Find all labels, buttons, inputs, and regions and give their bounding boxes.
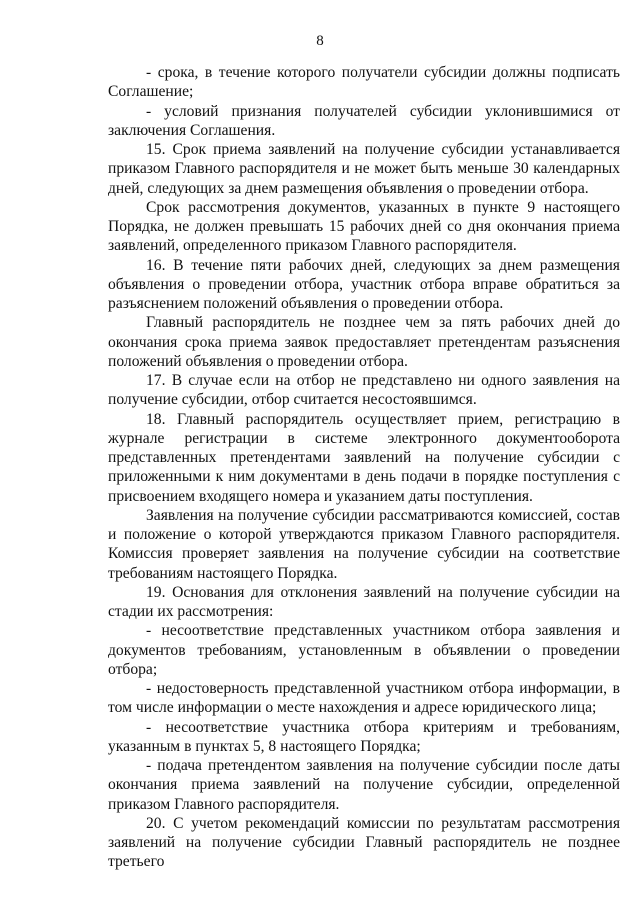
paragraph-18-registration: 18. Главный распорядитель осуществляет прием, регистрацию в журнале регистрации в системе электронного документооборота представленных претендентами заявлений на получение субсидии с приложенными к ним документами в день подачи в порядке поступления с присвоением входящего номера и указанием даты поступления. — [108, 410, 620, 505]
document-body — [108, 63, 620, 872]
paragraph-20-commission-recommendations: 20. С учетом рекомендаций комиссии по результатам рассмотрения заявлений на получение субсидии Главный распорядитель не позднее третьего — [108, 814, 620, 871]
paragraph-16-clarification: 16. В течение пяти рабочих дней, следующих за днем размещения объявления о проведении отбора, участник отбора вправе обратиться за разъяснением положений объявления о проведении отбора. — [108, 256, 620, 312]
list-item-late-submission: - подача претендентом заявления на получение субсидии после даты окончания приема заявлений на получение субсидии, определенной приказом Главного распорядителя. — [108, 757, 620, 813]
paragraph-17-failed-selection: 17. В случае если на отбор не представлено ни одного заявления на получение субсидии, отбор считается несостоявшимся. — [108, 372, 620, 409]
paragraph-clarification-deadline: Главный распорядитель не позднее чем за пять рабочих дней до окончания срока приема заявок предоставляет претендентам разъяснения положений объявления о проведении отбора. — [108, 314, 620, 370]
paragraph-commission-review: Заявления на получение субсидии рассматриваются комиссией, состав и положение о которой утверждаются приказом Главного распорядителя. Комиссия проверяет заявления на получение субсидии на соответствие требованиям настоящего Порядка. — [108, 506, 620, 582]
paragraph-review-period: Срок рассмотрения документов, указанных в пункте 9 настоящего Порядка, не должен превышать 15 рабочих дней со дня окончания приема заявлений, определенного приказом Главного распорядителя. — [108, 198, 620, 255]
page-number: 8 — [316, 33, 324, 49]
list-item-criteria-mismatch: - несоответствие участника отбора критериям и требованиям, указанным в пунктах 5, 8 настоящего Порядка; — [108, 718, 620, 755]
list-item-false-information: - недостоверность представленной участником отбора информации, в том числе информации о месте нахождения и адресе юридического лица; — [108, 680, 620, 717]
list-item-nonconformity: - несоответствие представленных участником отбора заявления и документов требованиям, установленным в объявлении о проведении отбора; — [108, 622, 620, 678]
paragraph-15-application-period: 15. Срок приема заявлений на получение субсидии устанавливается приказом Главного распорядителя и не может быть меньше 30 календарных дней, следующих за днем размещения объявления о проведении отбора. — [108, 141, 620, 197]
paragraph-evasion-conditions: - условий признания получателей субсидии уклонившимися от заключения Соглашения. — [108, 102, 620, 139]
paragraph-term-signing: - срока, в течение которого получатели субсидии должны подписать Соглашение; — [108, 64, 620, 101]
paragraph-19-rejection-grounds: 19. Основания для отклонения заявлений на получение субсидии на стадии их рассмотрения: — [108, 583, 620, 620]
